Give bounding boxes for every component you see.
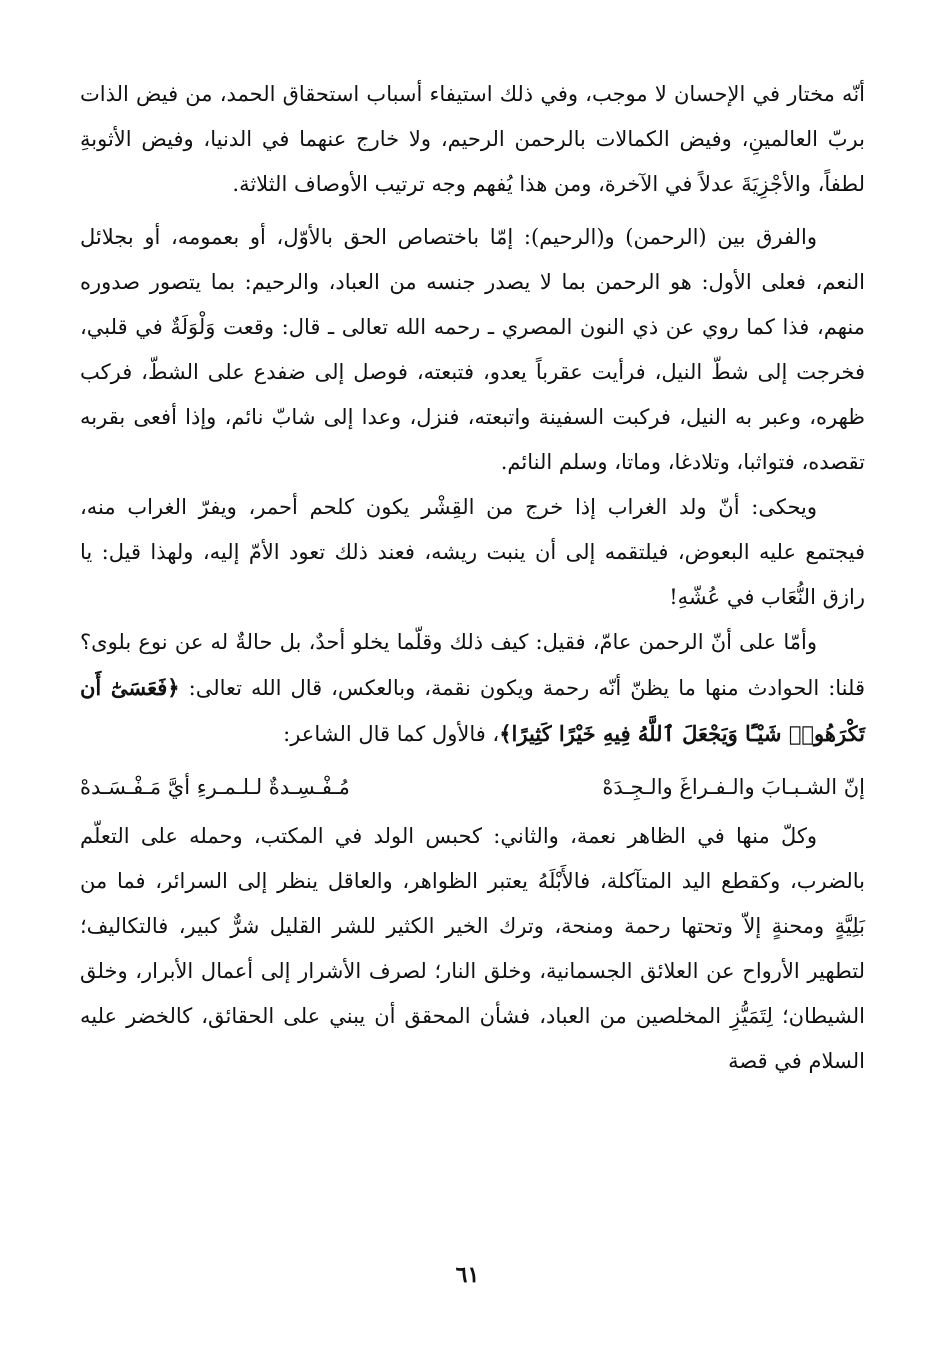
verse-hemistich-1: إنّ الشـبـابَ والـفـراغَ والـجِـدَهْ (602, 775, 865, 799)
paragraph-2: والفرق بين (الرحمن) و(الرحيم): إمّا باختصاص الحق بالأوّل، أو بعمومه، أو بجلائل النعم، فعلى الأول: هو الرحمن بما لا يصدر جنسه من العباد، والرحيم: بما يتصور صدوره منهم، فذا كما روي عن ذي النون المصري ـ رحمه الله تعالى ـ قال: وقعت وَلْوَلَةٌ في قلبي، فخرجت إلى شطّ النيل، فرأيت عقرباً يعدو، فتبعته، فوصل إلى ضفدع على الشطّ، فركب ظهره، وعبر به النيل، فركبت السفينة واتبعته، فنزل، وعدا إلى شابّ نائم، وإذا أفعى بقربه تقصده، فتواثبا، وتلادغا، وماتا، وسلم النائم. (80, 225, 865, 474)
paragraph-4 (80, 620, 865, 757)
quran-verse: ﴿فَعَسَىٰٓ أَن تَكْرَهُوا۟ شَيْـًٔا وَيَجْعَلَ ٱللَّهُ فِيهِ خَيْرًا كَثِيرًا﴾ (80, 675, 865, 746)
paragraph-4-text-before-quran: وأمّا على أنّ الرحمن عامّ، فقيل: كيف ذلك وقلّما يخلو أحدٌ، بل حالةٌ له عن نوع بلوى؟ قلنا: الحوادث منها ما يظنّ أنّه رحمة ويكون نقمة، وبالعكس، قال الله تعالى: (80, 630, 865, 700)
poetry-verse (80, 761, 865, 814)
page-number: ٦١ (455, 1262, 480, 1288)
paragraph-4-text-after-quran: ، فالأول كما قال الشاعر: (283, 722, 500, 746)
paragraph-1: أنّه مختار في الإحسان لا موجب، وفي ذلك استيفاء أسباب استحقاق الحمد، من فيض الذات بربّ العالمينِ، وفيض الكمالات بالرحمن الرحيم، ولا خارج عنهما في الدنيا، وفيض الأثوبةِ لطفاً، والأجْزِيَةَ عدلاً في الآخرة، ومن هذا يُفهم وجه ترتيب الأوصاف الثلاثة. (80, 82, 865, 196)
paragraph-5: وكلّ منها في الظاهر نعمة، والثاني: كحبس الولد في المكتب، وحمله على التعلّم بالضرب، وكقطع اليد المتآكلة، فالأَبْلَهُ يعتبر الظواهر، والعاقل ينظر إلى السرائر، فما من بَلِيَّةٍ ومحنةٍ إلاّ وتحتها رحمة ومنحة، وترك الخير الكثير للشر القليل شرٌّ كبير، فالتكاليف؛ لتطهير الأرواح عن العلائق الجسمانية، وخلق النار؛ لصرف الأشرار إلى أعمال الأبرار، وخلق الشيطان؛ لِتَمَيُّزِ المخلصين من العباد، فشأن المحقق أن يبني على الحقائق، كالخضر عليه السلام في قصة (80, 824, 865, 1073)
body-text (80, 72, 865, 1084)
paragraph-3: ويحكى: أنّ ولد الغراب إذا خرج من القِشْر يكون كلحم أحمر، ويفرّ الغراب منه، فيجتمع عليه البعوض، فيلتقمه إلى أن ينبت ريشه، فعند ذلك تعود الأمّ إليه، ولهذا قيل: يا رازق النُّعَاب في عُشّهِ! (80, 495, 865, 609)
verse-hemistich-2: مُـفْـسِـدةٌ لـلـمـرءِ أيَّ مَـفْـسَـدهْ (80, 775, 350, 799)
